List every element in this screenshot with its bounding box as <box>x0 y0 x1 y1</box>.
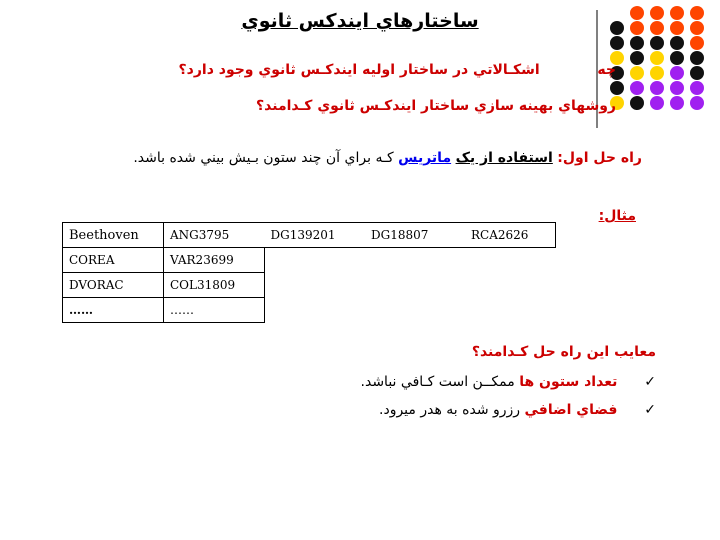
decorative-dot <box>650 36 664 50</box>
table-row <box>63 248 556 273</box>
question-line-2: روشهاي بهينه سازي ساختار ايندكـس ثانوي كـدامند؟ <box>256 98 616 114</box>
decorative-dot <box>650 96 664 110</box>
drawback-highlight: فضاي اضافي <box>524 402 618 418</box>
checkmark-icon: ✓ <box>644 402 656 418</box>
solution-part-2: ماتريس <box>398 150 452 166</box>
matrix-cell: DG139201 <box>265 223 366 248</box>
drawback-text: رزرو شده به هدر ميرود. <box>379 402 521 418</box>
decorative-dot <box>690 96 704 110</box>
decorative-dot <box>670 36 684 50</box>
drawback-item <box>361 374 656 390</box>
drawback-highlight: تعداد ستون ها <box>519 374 618 390</box>
table-row <box>63 298 556 323</box>
solution-line <box>133 150 642 166</box>
table-row <box>63 223 556 248</box>
decorative-dot <box>670 96 684 110</box>
drawbacks-heading: معايب اين راه حل كـدامند؟ <box>471 344 656 360</box>
matrix-cell: COL31809 <box>164 273 265 298</box>
decorative-dot <box>690 36 704 50</box>
matrix-cell: VAR23699 <box>164 248 265 273</box>
matrix-cell: ANG3795 <box>164 223 265 248</box>
slide-title: ساختارهاي ايندكس ثانوي <box>241 10 479 32</box>
decorative-dot <box>650 66 664 80</box>
checkmark-icon: ✓ <box>644 374 656 390</box>
matrix-cell: …… <box>164 298 265 323</box>
matrix-cell: DG18807 <box>365 223 465 248</box>
matrix-cell: RCA2626 <box>465 223 556 248</box>
table-row <box>63 273 556 298</box>
matrix-cell: COREA <box>63 248 164 273</box>
example-label: مثال: <box>598 208 636 224</box>
decorative-dot <box>630 81 644 95</box>
matrix-cell: DVORAC <box>63 273 164 298</box>
decorative-dot <box>690 51 704 65</box>
question-prefix: چه <box>597 62 616 78</box>
decorative-dot <box>630 66 644 80</box>
decorative-dot <box>670 81 684 95</box>
solution-part-1: استفاده از يک <box>455 150 553 166</box>
decorative-dot <box>690 81 704 95</box>
drawback-item <box>379 402 656 418</box>
matrix-cell: …… <box>63 298 164 323</box>
decorative-dot <box>670 51 684 65</box>
solution-part-3: كـه براي آن چند ستون بـيش بيني شده باشد. <box>133 150 394 166</box>
question-text-1: اشكـالاتي در ساختار اوليه ايندكـس ثانوي وجود دارد؟ <box>178 62 540 78</box>
decorative-dot <box>670 66 684 80</box>
decorative-dot <box>650 81 664 95</box>
decorative-dot <box>630 36 644 50</box>
decorative-dot <box>630 51 644 65</box>
decorative-dot <box>610 36 624 50</box>
decorative-dot <box>630 96 644 110</box>
decorative-dot <box>650 51 664 65</box>
matrix-table <box>62 222 556 323</box>
solution-label: راه حل اول: <box>557 150 642 166</box>
matrix-cell: Beethoven <box>63 223 164 248</box>
decorative-dot <box>690 66 704 80</box>
drawback-text: ممكــن است كـافي نباشد. <box>360 374 515 390</box>
decorative-dot <box>610 81 624 95</box>
question-line-1 <box>179 62 616 78</box>
